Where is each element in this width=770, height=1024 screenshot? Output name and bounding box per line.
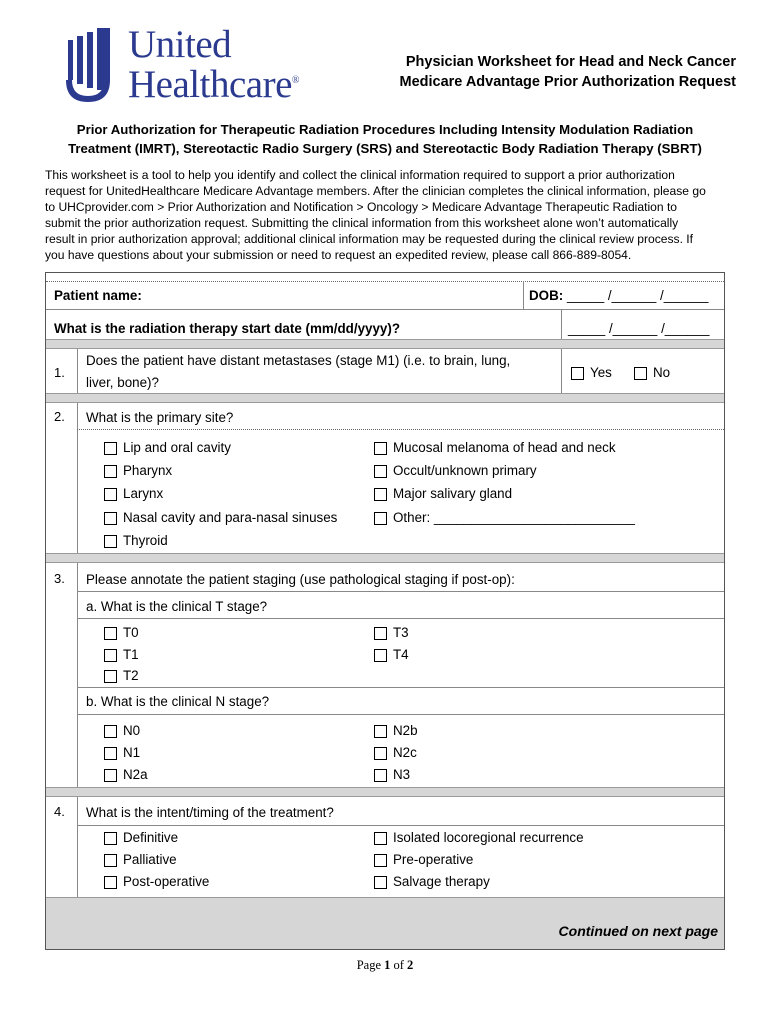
document-title (399, 52, 736, 92)
checkbox[interactable] (104, 627, 117, 640)
q2-text: What is the primary site? (86, 410, 234, 425)
n-stage-label: N1 (123, 745, 141, 760)
t-stage-label: T1 (123, 647, 139, 662)
q2-option[interactable] (104, 533, 168, 549)
checkbox[interactable] (104, 465, 117, 478)
logo-wordmark (128, 23, 299, 106)
checkbox[interactable] (374, 442, 387, 455)
intent-option[interactable] (104, 830, 178, 846)
section-band (46, 393, 724, 403)
q2-option-label: Pharynx (123, 463, 173, 478)
checkbox[interactable] (634, 367, 647, 380)
column-divider (561, 309, 562, 341)
section-band (46, 553, 724, 563)
checkbox[interactable] (374, 876, 387, 889)
checkbox[interactable] (374, 725, 387, 738)
q1-line-2: liver, bone)? (86, 375, 159, 390)
checkbox[interactable] (374, 488, 387, 501)
checkbox[interactable] (104, 488, 117, 501)
q2-option-label: Nasal cavity and para-nasal sinuses (123, 510, 338, 525)
column-divider (77, 563, 78, 797)
checkbox[interactable] (374, 832, 387, 845)
checkbox[interactable] (104, 512, 117, 525)
intro-line: result in prior authorization approval; additional clinical information may be requested during the clinical review process. If (45, 232, 694, 246)
q2-option-label: Larynx (123, 486, 164, 501)
checkbox[interactable] (374, 512, 387, 525)
checkbox[interactable] (104, 725, 117, 738)
t-stage-option[interactable] (374, 625, 409, 641)
row-divider (77, 591, 724, 592)
title-line-2: Medicare Advantage Prior Authorization Request (399, 74, 736, 90)
registered-mark: ® (291, 75, 299, 86)
t-stage-label: T2 (123, 668, 139, 683)
checkbox[interactable] (374, 649, 387, 662)
t-stage-option[interactable] (104, 647, 139, 663)
q2-option[interactable] (104, 463, 172, 479)
q2-option-label: Thyroid (123, 533, 168, 548)
n-stage-option[interactable] (104, 723, 140, 739)
t-stage-option[interactable] (104, 668, 139, 684)
dob-field[interactable] (529, 287, 708, 305)
logo-line-2 (128, 63, 299, 106)
checkbox[interactable] (104, 769, 117, 782)
intent-label: Pre-operative (393, 852, 474, 867)
title-line-1: Physician Worksheet for Head and Neck Cancer (405, 54, 736, 70)
q2-other-label: Other: ___________________________ (393, 510, 636, 525)
start-date-label: What is the radiation therapy start date (mm/dd/yyyy)? (54, 321, 400, 336)
t-stage-label: T0 (123, 625, 139, 640)
checkbox[interactable] (374, 627, 387, 640)
question-number: 2. (54, 409, 65, 424)
column-divider (77, 403, 78, 553)
q2-option[interactable] (374, 463, 537, 479)
intro-line: submit the prior authorization request. Submitting the clinical information from this worksheet alone won’t automatically (45, 216, 679, 230)
dob-label: DOB: (529, 288, 564, 303)
q3-text: Please annotate the patient staging (use pathological staging if post-op): (86, 572, 515, 587)
q2-option[interactable] (374, 510, 635, 526)
logo-line-1: United (128, 23, 232, 66)
q4-text: What is the intent/timing of the treatment? (86, 805, 334, 820)
intent-label: Definitive (123, 830, 179, 845)
t-stage-option[interactable] (104, 625, 139, 641)
intro-line: to UHCprovider.com > Prior Authorization and Notification > Oncology > Medicare Advantage Therapeutic Radiation to (45, 200, 678, 214)
page-current: 1 (384, 958, 391, 972)
checkbox[interactable] (104, 747, 117, 760)
continued-note: Continued on next page (558, 923, 718, 939)
checkbox[interactable] (104, 876, 117, 889)
q3a-text: a. What is the clinical T stage? (86, 599, 268, 614)
q1-no-label: No (653, 365, 671, 380)
subtitle-line-1: Prior Authorization for Therapeutic Radiation Procedures Including Intensity Modulation Radiation (76, 122, 694, 137)
t-stage-option[interactable] (374, 647, 409, 663)
n-stage-label: N2c (393, 745, 417, 760)
patient-name-label: Patient name: (54, 288, 142, 303)
row-divider (77, 429, 724, 430)
logo-line-2-text: Healthcare (128, 63, 292, 106)
intent-option[interactable] (104, 874, 209, 890)
row-divider (77, 825, 724, 826)
intent-option[interactable] (104, 852, 177, 868)
intent-option[interactable] (374, 852, 473, 868)
row-divider (77, 714, 724, 715)
intro-line: you have questions about your submission or need to request an expedited review, please call 866-889-8054. (45, 248, 632, 262)
q2-option-label: Major salivary gland (393, 486, 513, 501)
n-stage-option[interactable] (374, 767, 410, 783)
page-total: 2 (407, 958, 414, 972)
q2-option[interactable] (374, 486, 512, 502)
intro-line: This worksheet is a tool to help you identify and collect the clinical information required to support a prior authorization (45, 168, 675, 182)
checkbox[interactable] (374, 769, 387, 782)
question-number: 1. (54, 365, 65, 380)
t-stage-label: T4 (393, 647, 409, 662)
checkbox[interactable] (104, 649, 117, 662)
checkbox[interactable] (374, 854, 387, 867)
checkbox[interactable] (104, 854, 117, 867)
checkbox[interactable] (571, 367, 584, 380)
column-divider (77, 797, 78, 897)
n-stage-option[interactable] (374, 723, 418, 739)
row-divider (77, 618, 724, 619)
checkbox[interactable] (104, 535, 117, 548)
n-stage-label: N0 (123, 723, 141, 738)
q2-option-label: Occult/unknown primary (393, 463, 537, 478)
q3b-text: b. What is the clinical N stage? (86, 694, 270, 709)
n-stage-label: N3 (393, 767, 411, 782)
footer-band (46, 897, 724, 949)
question-number: 3. (54, 571, 65, 586)
n-stage-option[interactable] (374, 745, 417, 761)
q2-option[interactable] (104, 486, 163, 502)
checkbox[interactable] (104, 670, 117, 683)
intro-paragraph (45, 167, 735, 263)
q1-line-1: Does the patient have distant metastases (stage M1) (i.e. to brain, lung, (86, 353, 511, 368)
page-of: of (390, 958, 408, 972)
intent-label: Palliative (123, 852, 177, 867)
start-date-field[interactable]: _____ /______ /______ (568, 321, 710, 336)
intent-label: Isolated locoregional recurrence (393, 830, 584, 845)
intent-label: Salvage therapy (393, 874, 490, 889)
page-prefix: Page (356, 958, 385, 972)
worksheet-form (45, 272, 725, 950)
checkbox[interactable] (104, 832, 117, 845)
n-stage-label: N2a (123, 767, 148, 782)
intent-label: Post-operative (123, 874, 210, 889)
n-stage-option[interactable] (104, 767, 148, 783)
section-band (46, 339, 724, 349)
column-divider (523, 281, 524, 309)
subtitle-line-2: Treatment (IMRT), Stereotactic Radio Surgery (SRS) and Stereotactic Body Radiation Therapy (SBRT) (68, 141, 702, 156)
q2-option-label: Lip and oral cavity (123, 440, 231, 455)
checkbox[interactable] (374, 747, 387, 760)
q1-yes-label: Yes (590, 365, 612, 380)
intro-line: request for UnitedHealthcare Medicare Advantage members. After the clinician completes the clinical information, please go (45, 184, 706, 198)
intent-option[interactable] (374, 830, 584, 846)
t-stage-label: T3 (393, 625, 409, 640)
q2-option[interactable] (374, 440, 616, 456)
row-divider (46, 309, 724, 310)
q1-no-option[interactable] (634, 365, 670, 381)
row-divider (46, 281, 724, 282)
checkbox[interactable] (104, 442, 117, 455)
checkbox[interactable] (374, 465, 387, 478)
row-divider (77, 687, 724, 688)
intent-option[interactable] (374, 874, 490, 890)
column-divider (561, 349, 562, 393)
q2-option[interactable] (104, 440, 231, 456)
dob-blank: _____ /______ /______ (566, 288, 709, 303)
section-band (46, 787, 724, 797)
n-stage-label: N2b (393, 723, 418, 738)
q1-text (86, 352, 510, 392)
column-divider (77, 349, 78, 393)
page-number (0, 958, 770, 973)
q2-option[interactable] (104, 510, 337, 526)
question-number: 4. (54, 804, 65, 819)
q1-yes-option[interactable] (571, 365, 612, 381)
q2-option-label: Mucosal melanoma of head and neck (393, 440, 616, 455)
n-stage-option[interactable] (104, 745, 140, 761)
section-subtitle (40, 120, 730, 158)
